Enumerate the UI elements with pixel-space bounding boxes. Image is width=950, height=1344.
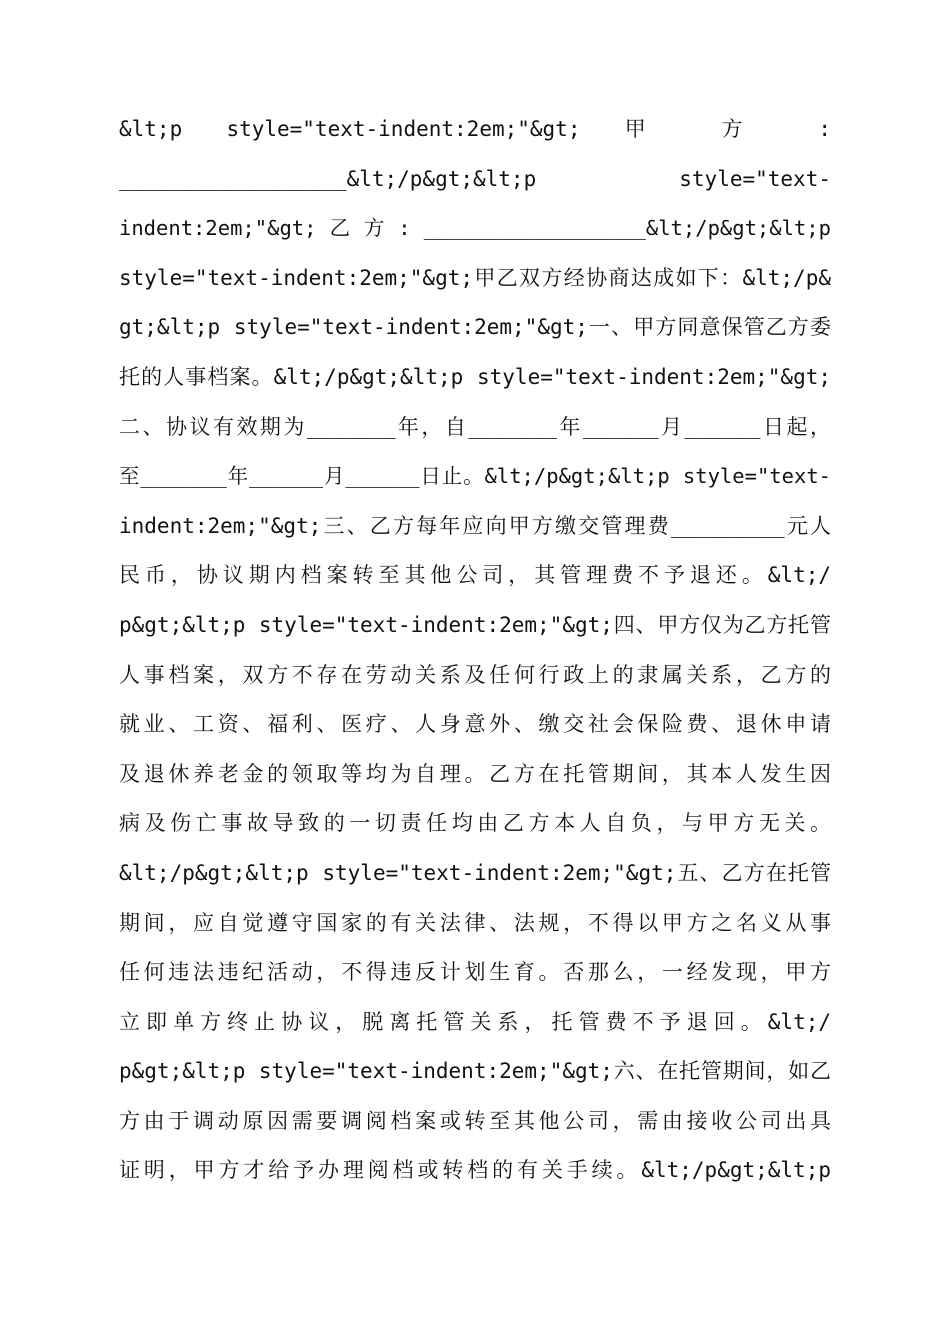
- text-line: p&gt;&lt;p style="text-indent:2em;"&gt;六、在托管期间，如乙: [119, 1059, 831, 1084]
- text-line: 证明，甲方才给予办理阅档或转档的有关手续。&lt;/p&gt;&lt;p: [119, 1158, 831, 1183]
- text-line: 人事档案，双方不存在劳动关系及任何行政上的隶属关系，乙方的: [119, 662, 831, 687]
- text-line: 民币，协议期内档案转至其他公司，其管理费不予退还。&lt;/: [119, 563, 831, 588]
- text-line: p&gt;&lt;p style="text-indent:2em;"&gt;四、甲方仅为乙方托管: [119, 612, 831, 637]
- text-line: 病及伤亡事故导致的一切责任均由乙方本人自负，与甲方无关。: [119, 811, 831, 836]
- text-line: indent:2em;"&gt; 乙 方 : __________________&lt;/p&gt;&lt;p: [119, 216, 831, 241]
- document-body: [119, 105, 831, 1196]
- text-line: indent:2em;"&gt;三、乙方每年应向甲方缴交管理费_________元人: [119, 513, 831, 538]
- text-line: 至_______年______月______日止。&lt;/p&gt;&lt;p style="text-: [119, 464, 831, 489]
- text-line: 二、协议有效期为_______年，自_______年______月______日起，: [119, 414, 831, 439]
- text-line: &lt;p style="text-indent:2em;"&gt; 甲 方 :: [119, 117, 831, 141]
- text-line: 方由于调动原因需要调阅档案或转至其他公司，需由接收公司出具: [119, 1108, 831, 1133]
- text-line: 就业、工资、福利、医疗、人身意外、缴交社会保险费、退休申请: [119, 712, 831, 737]
- text-line: 任何违法违纪活动，不得违反计划生育。否那么，一经发现，甲方: [119, 960, 831, 985]
- text-line: 期间，应自觉遵守国家的有关法律、法规，不得以甲方之名义从事: [119, 910, 831, 935]
- text-line: 立即单方终止协议，脱离托管关系，托管费不予退回。&lt;/: [119, 1009, 831, 1034]
- text-line: &lt;/p&gt;&lt;p style="text-indent:2em;"&gt;五、乙方在托管: [119, 860, 831, 885]
- text-line: style="text-indent:2em;"&gt;甲乙双方经协商达成如下：&lt;/p&: [119, 265, 831, 290]
- text-line: 托的人事档案。&lt;/p&gt;&lt;p style="text-indent:2em;"&gt;: [119, 364, 831, 389]
- text-line: __________________&lt;/p&gt;&lt;p style="text-: [119, 166, 831, 191]
- text-line: gt;&lt;p style="text-indent:2em;"&gt;一、甲方同意保管乙方委: [119, 315, 831, 340]
- text-line: 及退休养老金的领取等均为自理。乙方在托管期间，其本人发生因: [119, 761, 831, 786]
